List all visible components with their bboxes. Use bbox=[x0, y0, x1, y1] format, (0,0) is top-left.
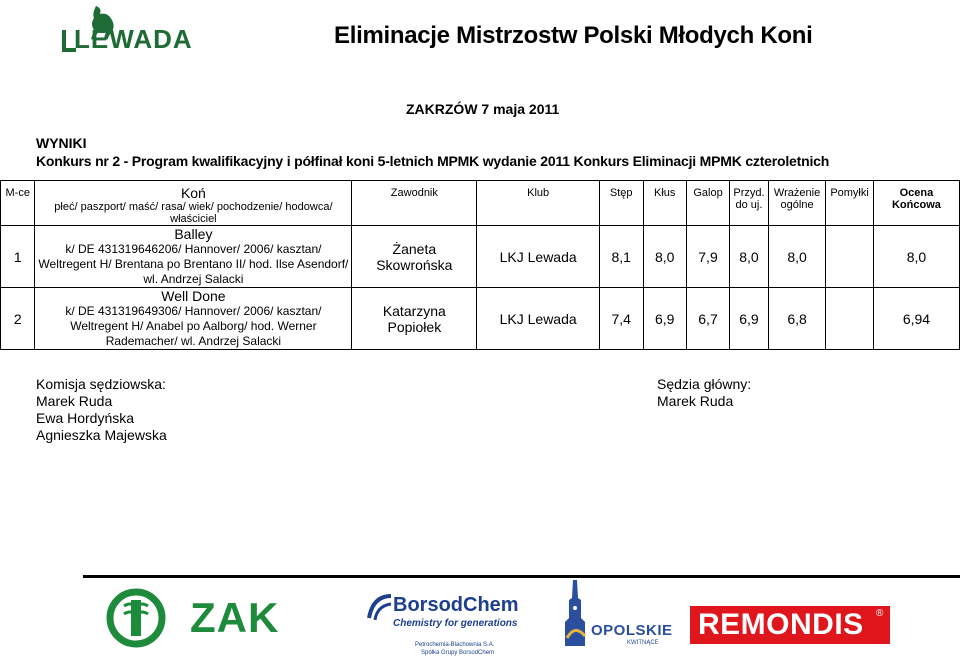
registered-mark: ® bbox=[876, 608, 884, 619]
competition-name: Konkurs nr 2 - Program kwalifikacyjny i półfinał koni 5-letnich MPMK wydanie 2011 Konkurs Eliminacji MPMK czteroletnich bbox=[36, 153, 830, 169]
final-cell: 6,94 bbox=[873, 288, 959, 350]
col-final: Ocena Końcowa bbox=[873, 181, 959, 226]
lewada-logo bbox=[56, 4, 208, 54]
borsodchem-group: Spółka Grupy BorsodChem bbox=[421, 650, 495, 656]
horse-description: k/ DE 431319646206/ Hannover/ 2006/ kasztan/ Weltregent H/ Brentana po Brentano II/ hod. Ilse Asendorf/ wl. Andrzej Salacki bbox=[38, 242, 349, 286]
errors-cell bbox=[826, 288, 874, 350]
borsodchem-tagline: Chemistry for generations bbox=[393, 618, 518, 629]
rider-cell: Katarzyna Popiołek bbox=[352, 288, 477, 350]
trot-cell: 6,9 bbox=[643, 288, 686, 350]
trot-cell: 8,0 bbox=[643, 226, 686, 288]
club-cell: LKJ Lewada bbox=[477, 226, 600, 288]
zak-logo bbox=[104, 588, 314, 648]
opolskie-wordmark: OPOLSKIE bbox=[591, 622, 673, 639]
col-place: M-ce bbox=[1, 181, 35, 226]
opolskie-logo bbox=[555, 578, 673, 660]
col-horse-title: Koń bbox=[180, 185, 206, 201]
impression-cell: 8,0 bbox=[768, 226, 825, 288]
col-canter: Galop bbox=[686, 181, 729, 226]
col-trot: Kłus bbox=[643, 181, 686, 226]
judge-name: Marek Ruda bbox=[36, 393, 113, 409]
borsodchem-wordmark: BorsodChem bbox=[393, 594, 519, 616]
horse-name: Well Done bbox=[161, 288, 226, 304]
opolskie-tagline: KWITNĄCE bbox=[627, 640, 659, 646]
place-cell: 1 bbox=[1, 226, 35, 288]
results-table bbox=[0, 180, 960, 350]
zak-emblem-icon bbox=[104, 588, 174, 648]
przyd-cell: 8,0 bbox=[730, 226, 769, 288]
table-row bbox=[1, 288, 960, 350]
przyd-cell: 6,9 bbox=[730, 288, 769, 350]
judge-name: Agnieszka Majewska bbox=[36, 427, 167, 443]
table-row bbox=[1, 226, 960, 288]
section-heading: WYNIKI bbox=[36, 135, 87, 151]
head-judge-name: Marek Ruda bbox=[657, 393, 734, 409]
horse-description: k/ DE 431319649306/ Hannover/ 2006/ kasztan/ Weltregent H/ Anabel po Aalborg/ hod. Werner Rademacher/ wl. Andrzej Salacki bbox=[65, 304, 322, 348]
col-errors: Pomyłki bbox=[826, 181, 874, 226]
remondis-logo bbox=[690, 606, 890, 644]
horse-name: Balley bbox=[174, 226, 213, 242]
head-judge bbox=[657, 376, 751, 410]
horse-cell bbox=[35, 226, 352, 288]
canter-cell: 7,9 bbox=[686, 226, 729, 288]
club-cell: LKJ Lewada bbox=[477, 288, 600, 350]
col-club: Klub bbox=[477, 181, 600, 226]
zak-wordmark: ZAK bbox=[190, 594, 280, 641]
col-horse bbox=[35, 181, 352, 226]
walk-cell: 7,4 bbox=[599, 288, 643, 350]
lewada-wordmark: LEWADA bbox=[74, 24, 193, 54]
canter-cell: 6,7 bbox=[686, 288, 729, 350]
horse-cell bbox=[35, 288, 352, 350]
place-cell: 2 bbox=[1, 288, 35, 350]
judges-panel bbox=[36, 376, 167, 444]
remondis-wordmark: REMONDIS bbox=[698, 608, 864, 641]
event-date: ZAKRZÓW 7 maja 2011 bbox=[406, 101, 560, 117]
walk-cell: 8,1 bbox=[599, 226, 643, 288]
col-przyd: Przyd. do uj. bbox=[730, 181, 769, 226]
impression-cell: 6,8 bbox=[768, 288, 825, 350]
col-horse-subtitle: płeć/ paszport/ maść/ rasa/ wiek/ pochodzenie/ hodowca/ właściciel bbox=[54, 201, 333, 225]
head-judge-label: Sędzia główny: bbox=[657, 376, 752, 392]
errors-cell bbox=[826, 226, 874, 288]
borsodchem-emblem-icon bbox=[365, 592, 395, 622]
judges-label: Komisja sędziowska: bbox=[36, 376, 166, 392]
col-walk: Stęp bbox=[599, 181, 643, 226]
borsodchem-logo bbox=[365, 590, 519, 660]
table-header-row bbox=[1, 181, 960, 226]
col-rider: Zawodnik bbox=[352, 181, 477, 226]
page-title: Eliminacje Mistrzostw Polski Młodych Koni bbox=[334, 22, 813, 49]
opolskie-tower-icon bbox=[555, 578, 595, 648]
borsodchem-company: Petrochemia-Blachownia S.A. bbox=[415, 642, 495, 648]
sponsor-divider bbox=[83, 575, 960, 578]
final-cell: 8,0 bbox=[873, 226, 959, 288]
rider-cell: Żaneta Skowrońska bbox=[352, 226, 477, 288]
judge-name: Ewa Hordyńska bbox=[36, 410, 135, 426]
col-impression: Wrażenie ogólne bbox=[768, 181, 825, 226]
